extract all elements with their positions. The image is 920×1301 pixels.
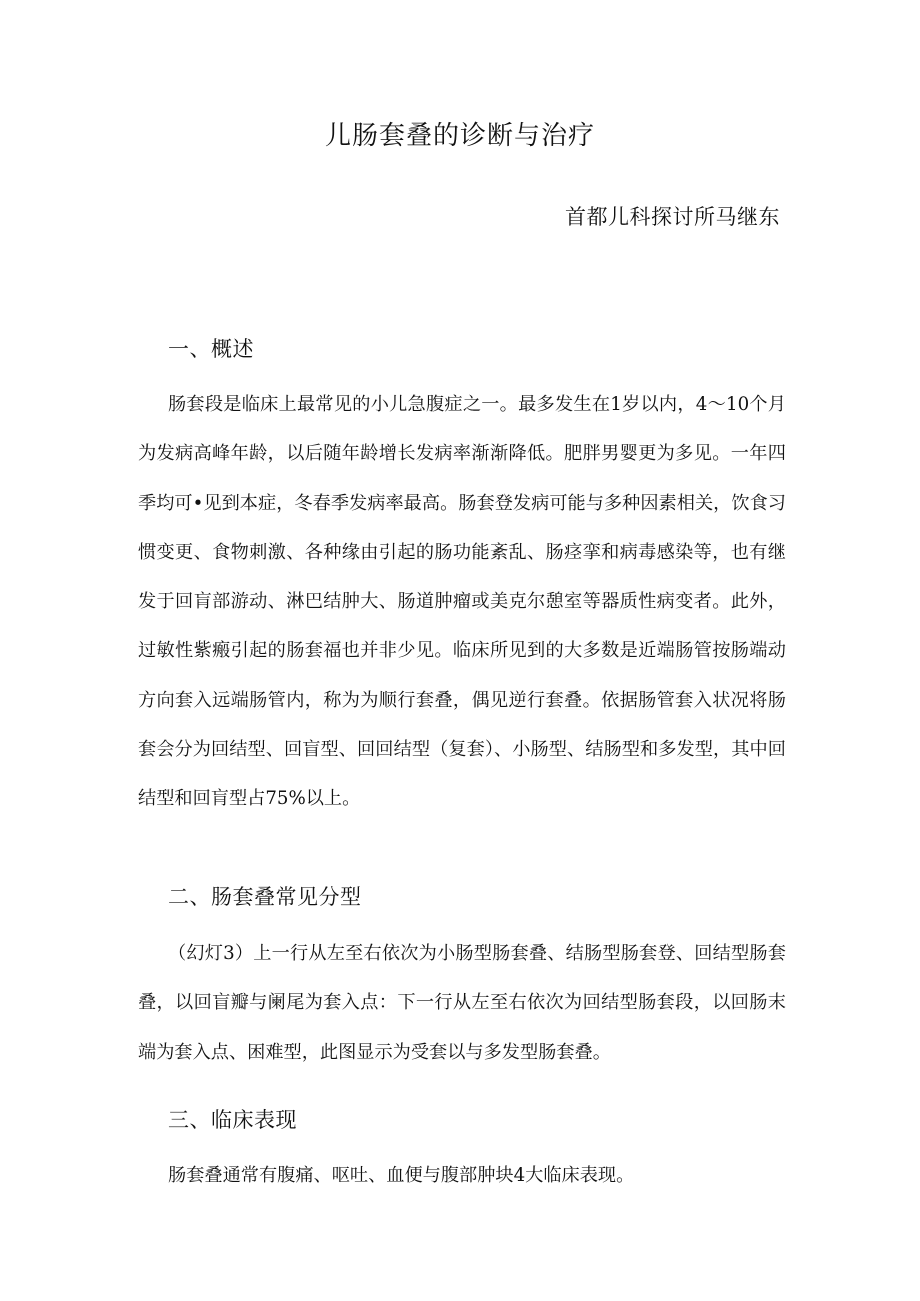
- author-line: 首都儿科探讨所马继东: [565, 205, 780, 229]
- section-paragraph-overview: 肠套段是临床上最常见的小儿急腹症之一。最多发生在1岁以内，4～10个月为发病高峰年龄，以后随年龄增长发病率渐渐降低。肥胖男婴更为多见。一年四季均可•见到本症，冬春季发病率最高。肠套登发病可能与多种因素相关，饮食习惯变更、食物刺激、各种缘由引起的肠功能紊乱、肠痉挛和病毒感染等，也有继发于回肓部游动、淋巴结肿大、肠道肿瘤或美克尔憩室等器质性病变者。此外，过敏性紫瘢引起的肠套福也并非少见。临床所见到的大多数是近端肠管按肠端动方向套入远端肠管内，称为为顺行套叠，偶见逆行套叠。依据肠管套入状况将肠套会分为回结型、回盲型、回回结型（复套）、小肠型、结肠型和多发型，其中回结型和回肓型占75%以上。: [138, 394, 786, 810]
- section-heading-overview: 一、概述: [168, 337, 254, 361]
- section-paragraph-clinical: 肠套叠通常有腹痛、呕吐、血便与腹部肿块4大临床表现。: [168, 1165, 635, 1186]
- document-title: 儿肠套叠的诊断与治疗: [324, 121, 595, 151]
- section-paragraph-types: （幻灯3）上一行从左至右依次为小肠型肠套叠、结肠型肠套登、回结型肠套叠，以回盲瓣与阑尾为套入点：下一行从左至右依次为回结型肠套段，以回肠末端为套入点、困难型，此图显示为受套以与多发型肠套叠。: [138, 943, 786, 1063]
- section-heading-types: 二、肠套叠常见分型: [168, 885, 362, 909]
- section-heading-clinical: 三、临床表现: [168, 1108, 297, 1132]
